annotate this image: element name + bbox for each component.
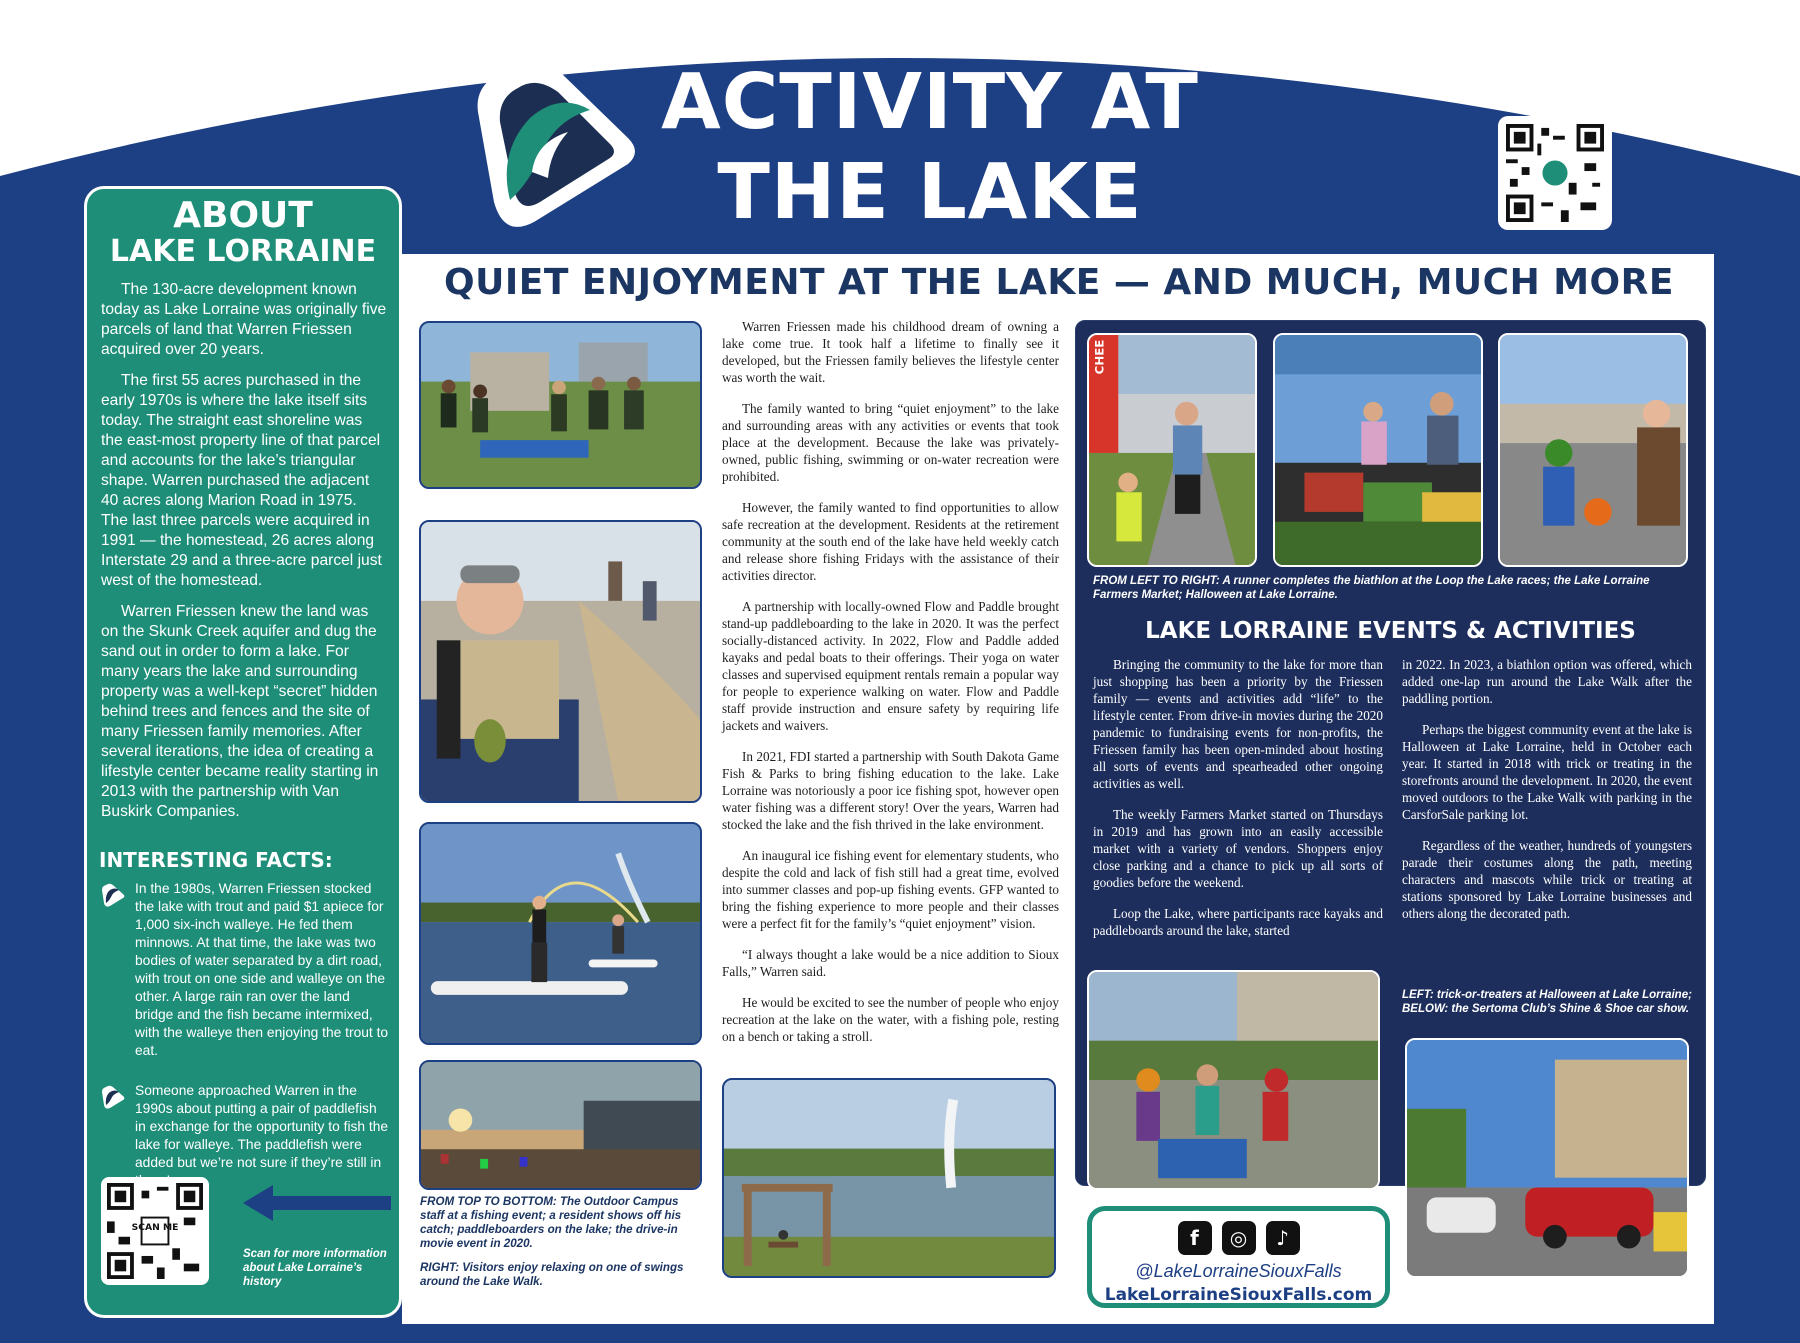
article-paragraph: Warren Friessen made his childhood dream of owning a lake come true. It took half a lifetime to finally see it developed, but the Friessen family believes the lifestyle center was worth the wait. xyxy=(722,319,1059,385)
photo-lake-swings-image xyxy=(724,1080,1054,1276)
events-paragraph: Bringing the community to the lake for more than just shopping has been a priority by the Friessen family — events and activities add “life” to the lifestyle center. From drive-in movies during the 2020 pandemic to fundraising events for non-profits, the Friessen family has been open-minded about hosting all sorts of events and spearheaded other ongoing activities as well. xyxy=(1093,657,1383,791)
main-heading: QUIET ENJOYMENT AT THE LAKE — AND MUCH, MUCH MORE xyxy=(444,262,1674,303)
logo-bullet-icon xyxy=(101,882,127,908)
scan-text: Scan for more information about Lake Lorraine’s history xyxy=(243,1248,387,1288)
article-paragraph: A partnership with locally-owned Flow and Paddle brought stand-up paddleboarding to the lake in 2020. It was the perfect socially-distanced activity. In 2022, Flow and Paddle added kayaks and pedal boats to their offerings. Their yoga on water classes and supervised equipment rentals remain a popular way for people to experience walking on water. Flow and Paddle staff provide instruction and ensure safety by requiring life jackets and waivers. xyxy=(722,599,1059,733)
fact-text: Someone approached Warren in the 1990s about putting a pair of paddlefish in exchange for the opportunity to fish the lake for walleye. The paddlefish were added but we’re not sure if they’re still in xyxy=(135,1083,389,1170)
photo-resident-catch-image xyxy=(421,522,700,801)
events-column-2 xyxy=(1402,656,1692,936)
photo-biathlon-runner xyxy=(1087,333,1257,567)
photo-trick-or-treaters xyxy=(1087,970,1380,1190)
sidebar-paragraph: The 130-acre development known today as Lake Lorraine was originally five parcels of land that Warren Friessen acquired over 20 years. xyxy=(101,281,387,358)
events-paragraph: Loop the Lake, where participants race kayaks and paddleboards around the lake, started xyxy=(1093,906,1383,938)
instagram-icon[interactable]: ◎ xyxy=(1222,1221,1256,1255)
fact-item xyxy=(87,1082,399,1190)
article xyxy=(722,318,1059,1059)
events-paragraph: Regardless of the weather, hundreds of youngsters parade their costumes along the path, meeting characters and mascots while trick or treating at stations sponsored by Lake Lorraine businesses and others along the decorated path. xyxy=(1402,838,1692,921)
photo-resident-catch xyxy=(419,520,702,803)
fact-item xyxy=(87,880,399,1060)
title-line-2: THE LAKE xyxy=(717,148,1143,237)
events-top-caption: FROM LEFT TO RIGHT: A runner completes the biathlon at the Loop the Lake races; the Lake Lorraine Farmers Market; Halloween at Lake Lorraine. xyxy=(1093,575,1650,601)
photo-drive-in-movie xyxy=(419,1060,702,1190)
photo-fishing-staff xyxy=(419,321,702,489)
page-title xyxy=(660,58,1200,238)
photo-paddleboarders xyxy=(419,822,702,1045)
facebook-icon[interactable]: f xyxy=(1178,1221,1212,1255)
events-bottom-caption: LEFT: trick-or-treaters at Halloween at Lake Lorraine; BELOW: the Sertoma Club’s Shine & Shoe car show. xyxy=(1402,989,1692,1015)
photo-car-show xyxy=(1405,1038,1689,1278)
photo-drive-in-movie-image xyxy=(421,1062,700,1188)
logo-bullet-icon xyxy=(101,1084,127,1110)
qr-pattern xyxy=(1506,124,1604,222)
article-paragraph: The family wanted to bring “quiet enjoyment” to the lake and surrounding areas with any activities or events that took place at the development. Because the lake was privately-owned, public fishing, swimming or on-water recreation were prohibited. xyxy=(722,401,1059,484)
caption-left: FROM TOP TO BOTTOM: The Outdoor Campus staff at a fishing event; a resident shows off his catch; paddleboarders on the lake; the drive-in movie event in 2020. xyxy=(420,1195,682,1250)
events-paragraph: Perhaps the biggest community event at the lake is Halloween at Lake Lorraine, held in October each year. It started in 2018 with trick or treating in the storefronts around the development. In 2020, the event moved outdoors to the Lake Walk with parking in the CarsforSale parking lot. xyxy=(1402,722,1692,822)
sidebar-paragraph: The first 55 acres purchased in the early 1970s is where the lake itself sits today. The straight east shoreline was the east-most property line of that parcel and accounts for the lake’s triangular shape. Warren purchased the adjacent 40 acres along Marion Road in 1975. The last three parcels were acquired in 1991 — the homestead, 26 acres along Interstate 29 and a three-acre parcel just west of the homestead. xyxy=(101,372,382,589)
events-paragraph: in 2022. In 2023, a biathlon option was offered, which added one-lap run around the Lake Walk after the paddling portion. xyxy=(1402,657,1692,706)
article-paragraph: “I always thought a lake would be a nice addition to Sioux Falls,” Warren said. xyxy=(722,947,1059,979)
sidebar-qr-area xyxy=(101,1177,397,1295)
photo-car-show-image xyxy=(1407,1040,1687,1276)
banner-text: CHEE xyxy=(1092,339,1107,375)
photo-biathlon-runner-image xyxy=(1089,335,1255,565)
qr-code-icon[interactable] xyxy=(1498,116,1612,230)
qr-pattern xyxy=(107,1183,203,1279)
about-sidebar xyxy=(84,186,402,1318)
social-icons xyxy=(1092,1221,1385,1255)
article-paragraph: In 2021, FDI started a partnership with South Dakota Game Fish & Parks to bring fishing education to the lake. Lake Lorraine was notoriously a poor ice fishing spot, however open water fishing was a different story! Over the years, Warren had stocked the lake and the fish thrived in the lake environment. xyxy=(722,749,1059,832)
article-paragraph: However, the family wanted to find opportunities to allow safe recreation at the development. Residents at the retirement community at the south end of the lake have held weekly catch and release shore fishing Fridays with the assistance of their activities director. xyxy=(722,500,1059,583)
caption-right: RIGHT: Visitors enjoy relaxing on one of swings around the Lake Walk. xyxy=(420,1261,684,1288)
sidebar-paragraph: Warren Friessen knew the land was on the Skunk Creek aquifer and dug the sand out in order to form a lake. For many years the lake and surrounding property was a well-kept “secret” hidden behind trees and fences and the site of many Friessen family memories. After several iterations, the idea of creating a lifestyle center became reality starting in 2013 with the partnership with Van Buskirk Companies. xyxy=(101,603,379,820)
facts-heading: INTERESTING FACTS: xyxy=(99,848,333,872)
photo-paddleboarders-image xyxy=(421,824,700,1043)
article-paragraph: An inaugural ice fishing event for elementary students, who despite the cold and lack of fish still had a great time, evolved into summer classes and pop-up fishing events. GFP wanted to bring the fishing experience to more people and their classes were a perfect fit for the family’s “quiet enjoyment” vision. xyxy=(722,848,1059,931)
fact-text: In the 1980s, Warren Friessen stocked the lake with trout and paid $1 apiece for 1,000 six-inch walleye. He fed them minnows. At that time, the lake was two bodies of water separated by a dirt road, with trout on one side and walleye on the other. A large rain ran over the land bridge and the fish became intermixed, with the walleye then enjoying the trout to eat. xyxy=(135,881,389,1058)
qr-scan-label: SCAN ME xyxy=(131,1221,179,1233)
events-paragraph: The weekly Farmers Market started on Thursdays in 2019 and has grown into an easily accessible market with a variety of vendors. Shoppers enjoy close parking and a chance to pick up all sorts of goodies before the weekend. xyxy=(1093,807,1383,890)
photo-lake-swings xyxy=(722,1078,1056,1278)
tiktok-icon[interactable]: ♪ xyxy=(1266,1221,1300,1255)
arrow-left-icon xyxy=(243,1185,391,1221)
social-box xyxy=(1087,1206,1390,1308)
events-column-1 xyxy=(1093,656,1383,953)
events-heading: LAKE LORRAINE EVENTS & ACTIVITIES xyxy=(1145,618,1636,644)
lake-lorraine-logo-icon xyxy=(470,52,640,230)
photo-fishing-staff-image xyxy=(421,323,700,487)
photo-trick-or-treaters-image xyxy=(1089,972,1378,1188)
website-link[interactable]: LakeLorraineSiouxFalls.com xyxy=(1104,1285,1373,1305)
title-line-1: ACTIVITY AT xyxy=(661,58,1199,147)
social-handle[interactable]: @LakeLorraineSiouxFalls xyxy=(1135,1261,1342,1281)
photo-halloween-1 xyxy=(1498,333,1688,567)
photo-farmers-market xyxy=(1273,333,1483,567)
photo-halloween-1-image xyxy=(1500,335,1686,565)
sidebar-heading-about: ABOUT xyxy=(173,195,313,236)
left-photo-captions xyxy=(420,1195,700,1289)
sidebar-heading-lake: LAKE LORRAINE xyxy=(109,234,377,269)
qr-code-icon[interactable] xyxy=(101,1177,209,1285)
article-paragraph: He would be excited to see the number of people who enjoy recreation at the lake on the water, with a fishing pole, resting on a bench or taking a stroll. xyxy=(722,995,1059,1044)
photo-farmers-market-image xyxy=(1275,335,1481,565)
